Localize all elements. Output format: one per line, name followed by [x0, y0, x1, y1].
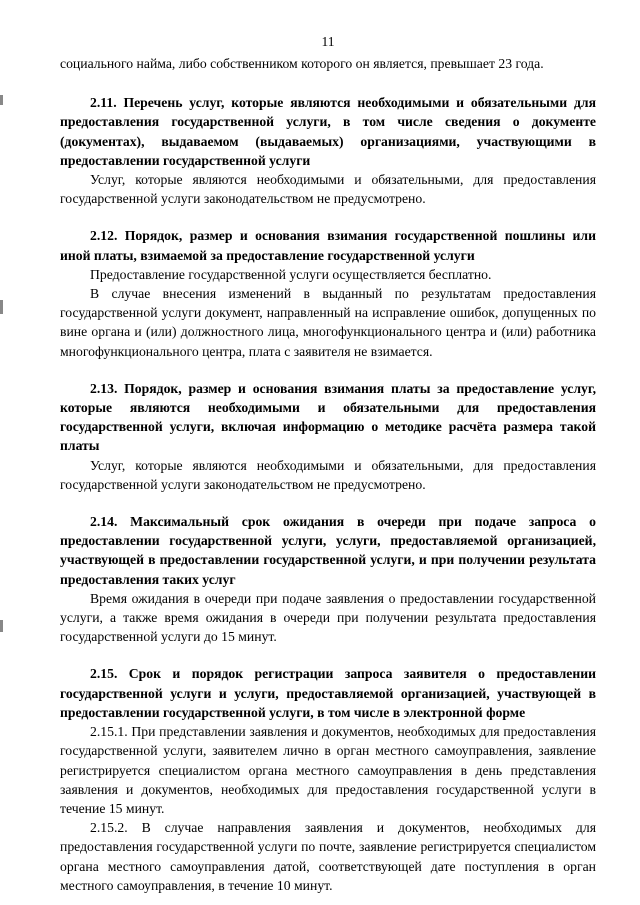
- section-heading: 2.11. Перечень услуг, которые являются необходимыми и обязательными для предоставления государственной услуги, в том числе сведения о документе (документах), выдаваемом (выдаваемых) организациями, участвующими в предоставлении государственной услуги: [60, 95, 596, 168]
- section-2-15: [60, 664, 596, 894]
- scan-edge-mark: [0, 95, 3, 105]
- section-paragraph: Предоставление государственной услуги осуществляется бесплатно.: [90, 266, 492, 282]
- section-paragraph: 2.15.1. При представлении заявления и документов, необходимых для предоставления государственной услуги, заявителем лично в орган местного самоуправления, заявление регистрируется специалистом органа местного самоуправления в день представления заявления и документов, необходимых для предоставления государственной услуги в течение 15 минут.: [60, 724, 596, 816]
- scan-edge-mark: [0, 300, 3, 314]
- section-paragraph: В случае внесения изменений в выданный по результатам предоставления государственной услуги документ, направленный на исправление ошибок, допущенных по вине органа и (или) должностного лица, многофункционального центра и (или) работника многофункционального центра, плата с заявителя не взимается.: [60, 286, 596, 359]
- scan-edge-mark: [0, 620, 3, 632]
- section-heading: 2.13. Порядок, размер и основания взимания платы за предоставление услуг, которые являются необходимыми и обязательными для предоставления государственной услуги, включая информацию о методике расчёта размера такой платы: [60, 380, 596, 454]
- section-paragraph: 2.15.2. В случае направления заявления и документов, необходимых для предоставления государственной услуги по почте, заявление регистрируется специалистом органа местного самоуправления датой, соответствующей дате поступления в орган местного самоуправления, в течение 10 минут.: [60, 820, 596, 893]
- section-paragraph: Услуг, которые являются необходимыми и обязательными, для предоставления государственной услуги законодательством не предусмотрено.: [60, 172, 596, 207]
- intro-paragraph: социального найма, либо собственником которого он является, превышает 23 года.: [60, 56, 544, 71]
- section-heading: 2.15. Срок и порядок регистрации запроса заявителя о предоставлении государственной услуги и услуги, предоставляемой организацией, участвующей в предоставлении государственной услуги, в том числе в электронной форме: [60, 666, 596, 720]
- document-page: [60, 34, 596, 895]
- section-2-11: [60, 93, 596, 208]
- section-heading: 2.12. Порядок, размер и основания взимания государственной пошлины или иной платы, взимаемой за предоставление государственной услуги: [60, 228, 596, 263]
- section-2-14: [60, 512, 596, 646]
- section-2-13: [60, 379, 596, 494]
- section-heading: 2.14. Максимальный срок ожидания в очереди при подаче запроса о предоставлении государственной услуги, услуги, предоставляемой организацией, участвующей в предоставлении государственной услуги, и при получении результата предоставления таких услуг: [60, 514, 596, 587]
- section-paragraph: Услуг, которые являются необходимыми и обязательными, для предоставления государственной услуги законодательством не предусмотрено.: [60, 457, 596, 492]
- section-2-12: [60, 226, 596, 360]
- page-number: 11: [321, 34, 335, 49]
- section-paragraph: Время ожидания в очереди при подаче заявления о предоставлении государственной услуги, а также время ожидания в очереди при получении результата предоставления государственной услуги до 15 минут.: [60, 590, 596, 645]
